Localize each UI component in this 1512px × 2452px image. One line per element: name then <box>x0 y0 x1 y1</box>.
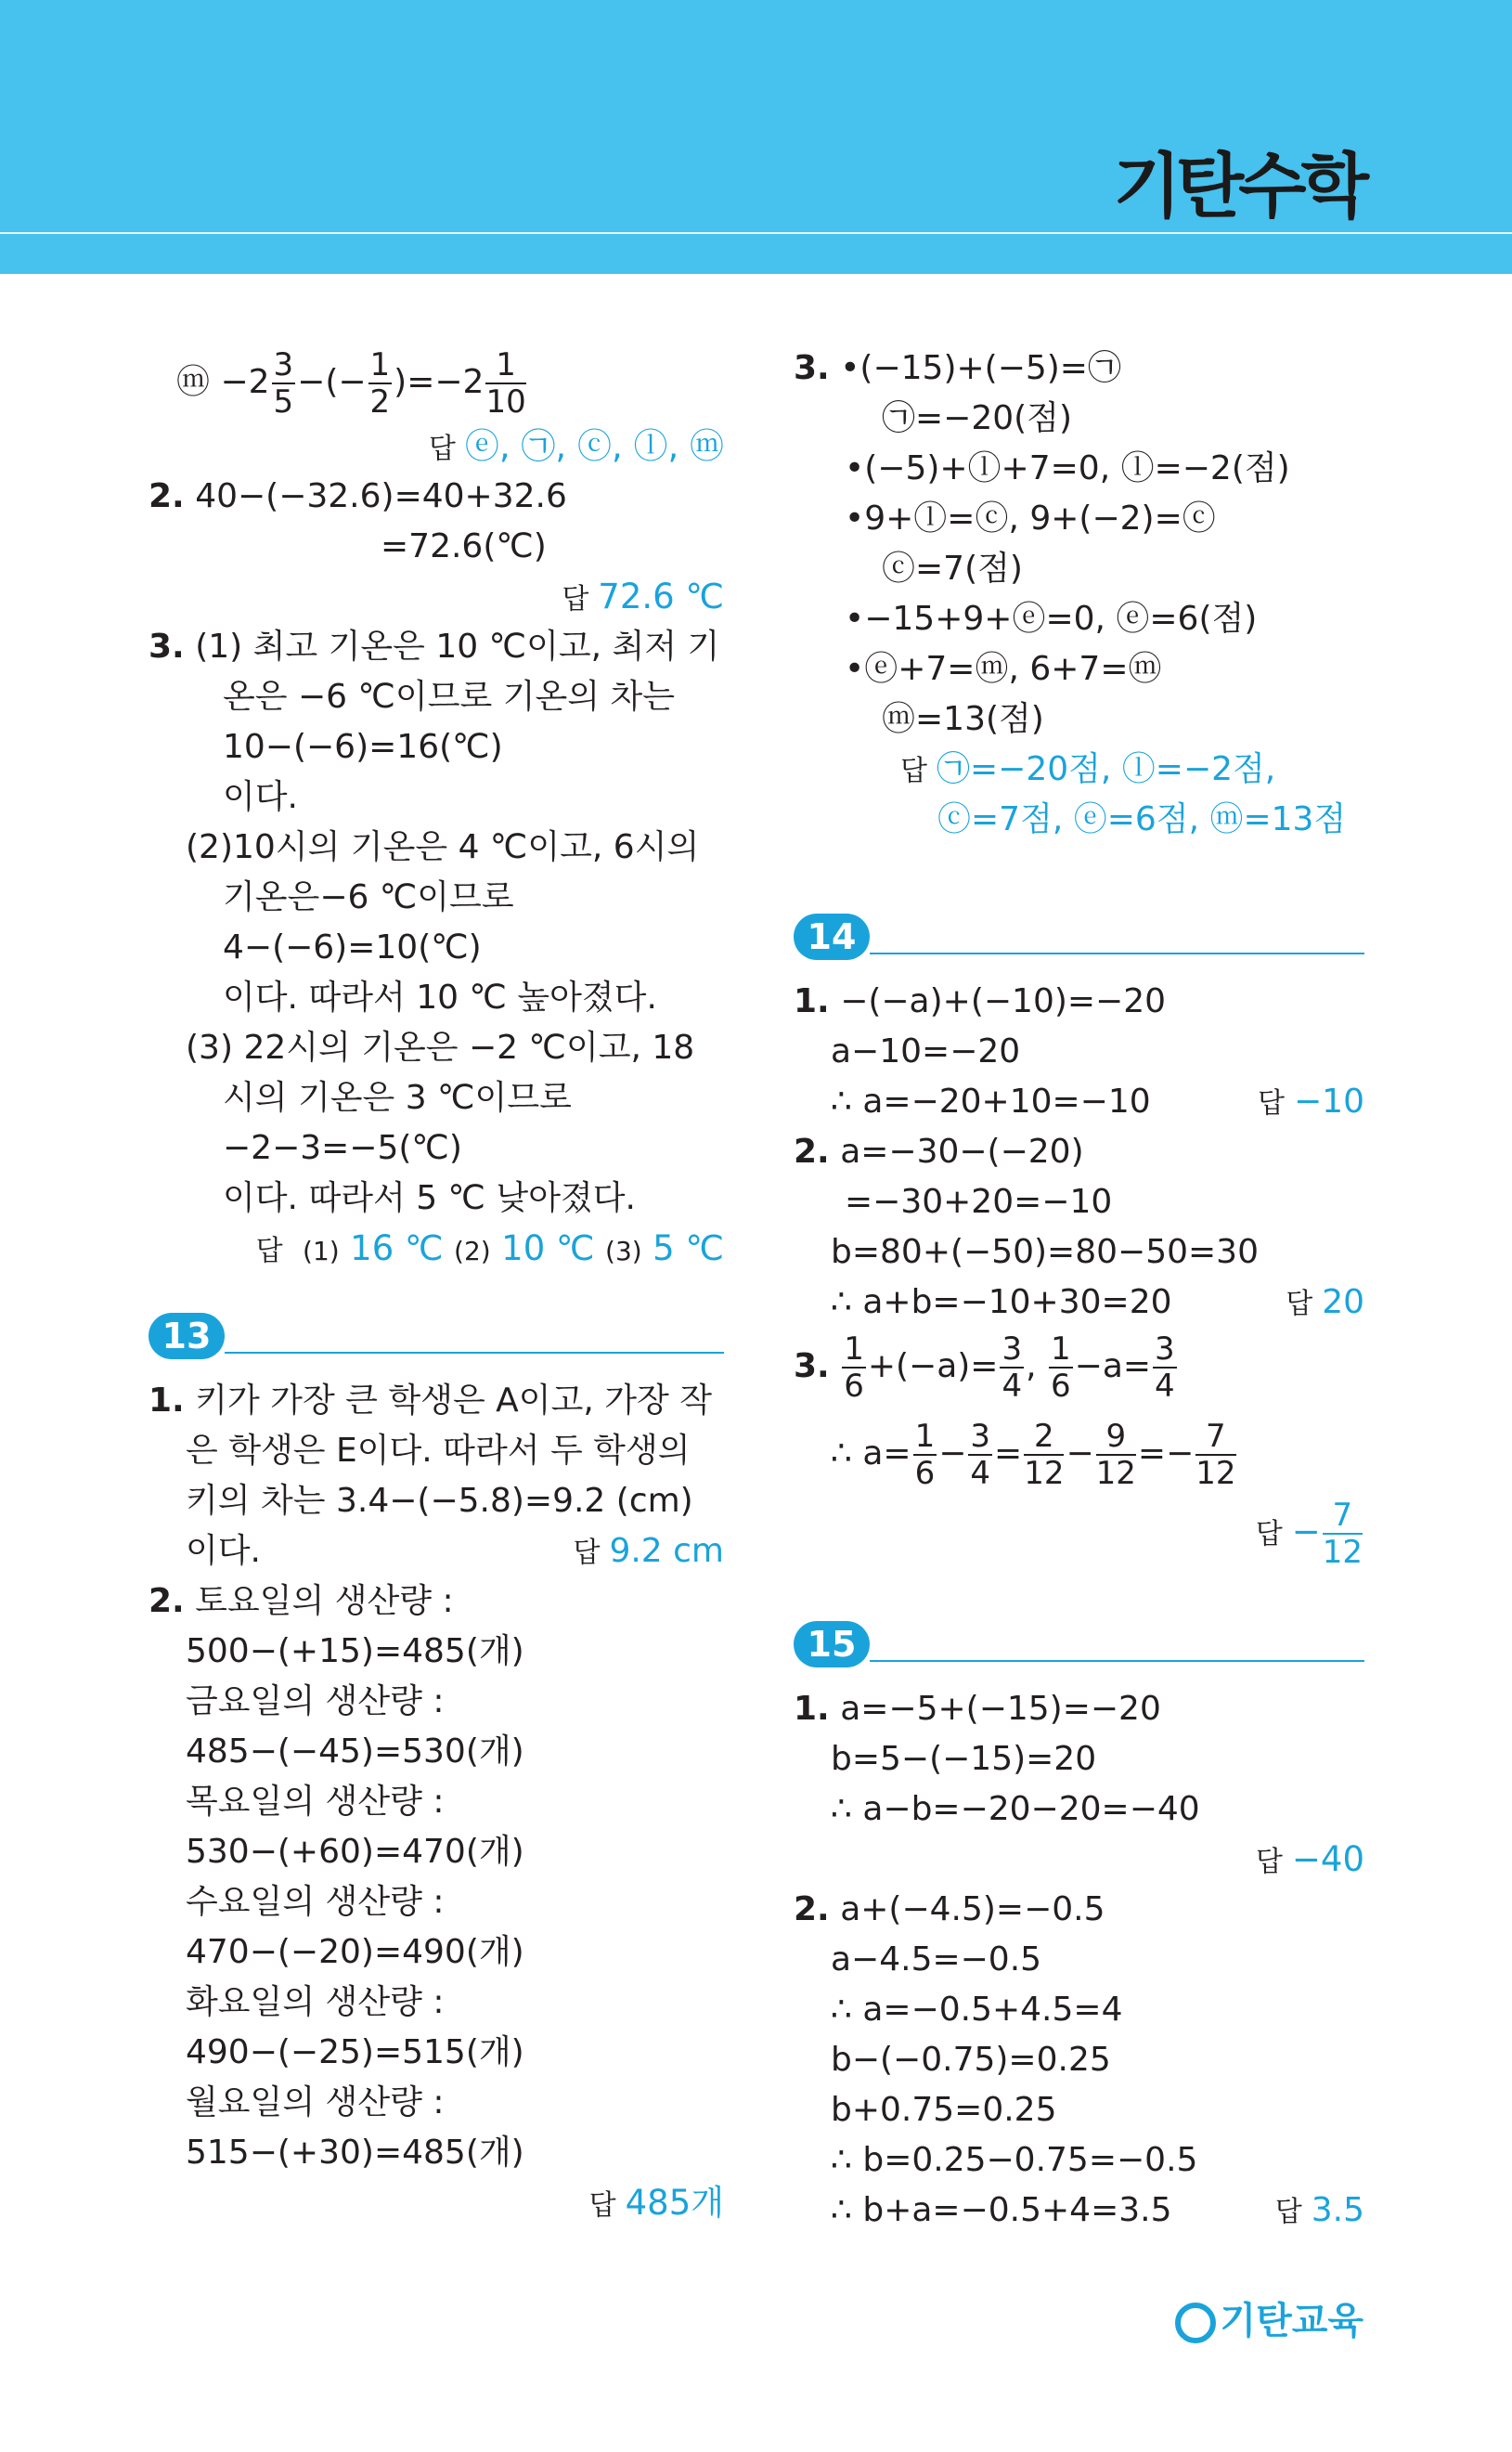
problem-line: 기온은−6 ℃이므로 <box>223 878 514 916</box>
section-rule <box>870 953 1364 954</box>
section-badge: 15 <box>794 1621 870 1667</box>
problem-line: a−4.5=−0.5 <box>831 1940 1042 1978</box>
problem-line: ⓒ=7(점) <box>882 550 1023 588</box>
problem-line: •ⓔ+7=ⓜ, 6+7=ⓜ <box>845 650 1162 688</box>
answer-line: 답 485개 <box>588 2183 724 2223</box>
section-badge: 14 <box>794 914 870 960</box>
answer-line: 답 72.6 ℃ <box>562 577 724 616</box>
problem-line: ∴ a=−20+10=−10 답 −10 <box>831 1083 1364 1121</box>
brand-logo: 기탄수학 <box>1113 145 1363 227</box>
header-rule <box>0 232 1512 234</box>
problem-line: b−(−0.75)=0.25 <box>831 2041 1111 2079</box>
problem-1: 1. 키가 가장 큰 학생은 A이고, 가장 작 <box>149 1382 713 1420</box>
problem-line: 키의 차는 3.4−(−5.8)=9.2 (cm) <box>186 1482 693 1520</box>
problem-line: b+0.75=0.25 <box>831 2091 1057 2129</box>
problem-line: a−10=−20 <box>831 1032 1021 1070</box>
fraction: $\frac{3}{4}$ <box>970 1418 991 1492</box>
fraction: $\frac{9}{12}$ <box>1095 1418 1136 1492</box>
problem-line: 수요일의 생산량 : <box>186 1883 445 1921</box>
expr-line: ⓜ −2 $\frac{3}{5}$ −(− $\frac{1}{2}$ )=−2 $\frac{1}{10}$ <box>176 346 526 421</box>
problem-line: b=80+(−50)=80−50=30 <box>831 1233 1259 1271</box>
fraction: $\frac{1}{2}$ <box>369 346 391 421</box>
problem-2: 2. a=−30−(−20) <box>794 1133 1084 1171</box>
fraction: $\frac{3}{5}$ <box>273 346 294 421</box>
problem-line: 500−(+15)=485(개) <box>186 1632 524 1670</box>
answer-line: 답 (1) 16 ℃ (2) 10 ℃ (3) 5 ℃ <box>255 1228 724 1268</box>
problem-line: b=5−(−15)=20 <box>831 1740 1097 1778</box>
g-logo-icon <box>1175 2303 1216 2343</box>
fraction: $\frac{7}{12}$ <box>1195 1418 1236 1492</box>
section-13 <box>149 1300 724 1365</box>
problem-line: 이다. 답 9.2 cm <box>186 1532 724 1570</box>
problem-line: •−15+9+ⓔ=0, ⓔ=6(점) <box>845 600 1258 638</box>
problem-line: •(−5)+ⓛ+7=0, ⓛ=−2(점) <box>845 449 1290 487</box>
problem-3: 3. (1) 최고 기온은 10 ℃이고, 최저 기 <box>149 628 720 666</box>
problem-2: 2. 토요일의 생산량 : <box>149 1582 454 1620</box>
problem-2: 2. 40−(−32.6)=40+32.6 <box>149 477 567 515</box>
publisher-logo: 기탄교육 <box>1175 2291 1363 2344</box>
problem-line: 485−(−45)=530(개) <box>186 1732 524 1771</box>
problem-line: ∴ b+a=−0.5+4=3.5 답 3.5 <box>831 2191 1364 2229</box>
problem-line: −2−3=−5(℃) <box>223 1129 462 1167</box>
problem-line: (2)10시의 기온은 4 ℃이고, 6시의 <box>186 828 700 866</box>
problem-3: 3. $\frac{1}{6}$ +(−a)= $\frac{3}{4}$ , $\frac{1}{6}$ −a= $\frac{3}{4}$ <box>794 1330 1175 1405</box>
problem-line: (3) 22시의 기온은 −2 ℃이고, 18 <box>186 1029 695 1067</box>
section-14 <box>794 901 1364 966</box>
fraction: $\frac{1}{6}$ <box>914 1418 936 1492</box>
problem-line: 470−(−20)=490(개) <box>186 1933 524 1971</box>
answer-line: ⓒ=7점, ⓔ=6점, ⓜ=13점 <box>937 800 1347 838</box>
problem-line: ⓜ=13(점) <box>882 700 1044 738</box>
answer-line: 답 − $\frac{7}{12}$ <box>1255 1497 1363 1571</box>
problem-line: =−30+20=−10 <box>845 1183 1113 1221</box>
answer-line: 답 ⓔ, ㉠, ⓒ, ⓛ, ⓜ <box>428 426 724 466</box>
problem-line: ∴ b=0.25−0.75=−0.5 <box>831 2141 1198 2179</box>
problem-line: ∴ a=−0.5+4.5=4 <box>831 1991 1123 2029</box>
problem-line: ∴ a= $\frac{1}{6}$ − $\frac{3}{4}$ = $\frac{2}{12}$ − $\frac{9}{12}$ =− $\frac{7}{12}$ <box>831 1418 1236 1492</box>
fraction: $\frac{7}{12}$ <box>1322 1497 1363 1571</box>
problem-line: 530−(+60)=470(개) <box>186 1833 524 1871</box>
problem-line: ∴ a+b=−10+30=20 답 20 <box>831 1283 1364 1321</box>
problem-line: 10−(−6)=16(℃) <box>223 728 503 766</box>
problem-2: 2. a+(−4.5)=−0.5 <box>794 1890 1105 1928</box>
fraction: $\frac{1}{6}$ <box>1051 1330 1071 1405</box>
section-rule <box>225 1352 724 1354</box>
problem-line: 시의 기온은 3 ℃이므로 <box>223 1079 572 1117</box>
left-column <box>149 344 724 2228</box>
fraction: $\frac{3}{4}$ <box>1002 1330 1023 1405</box>
problem-line: 목요일의 생산량 : <box>186 1783 445 1821</box>
problem-line: 은 학생은 E이다. 따라서 두 학생의 <box>186 1432 691 1470</box>
fraction: $\frac{3}{4}$ <box>1155 1330 1175 1405</box>
problem-line: =72.6(℃) <box>381 527 547 565</box>
problem-line: 515−(+30)=485(개) <box>186 2134 524 2172</box>
problem-line: 490−(−25)=515(개) <box>186 2033 524 2071</box>
answer-line: 답 −40 <box>1255 1839 1364 1879</box>
problem-line: 4−(−6)=10(℃) <box>223 928 482 967</box>
problem-1: 1. a=−5+(−15)=−20 <box>794 1690 1161 1728</box>
problem-line: 화요일의 생산량 : <box>186 1983 445 2021</box>
right-column <box>794 344 1364 2236</box>
section-15 <box>794 1608 1364 1673</box>
problem-line: 이다. 따라서 10 ℃ 높아졌다. <box>223 979 657 1017</box>
problem-line: 월요일의 생산량 : <box>186 2083 445 2121</box>
problem-line: •9+ⓛ=ⓒ, 9+(−2)=ⓒ <box>845 499 1216 538</box>
page-header <box>0 0 1512 274</box>
section-rule <box>870 1660 1364 1662</box>
problem-line: 이다. <box>223 778 298 816</box>
section-badge: 13 <box>149 1313 225 1359</box>
problem-line: 금요일의 생산량 : <box>186 1682 445 1720</box>
problem-line: ㉠=−20(점) <box>882 399 1073 437</box>
fraction: $\frac{1}{10}$ <box>485 346 526 421</box>
problem-line: 이다. 따라서 5 ℃ 낮아졌다. <box>223 1179 636 1217</box>
fraction: $\frac{2}{12}$ <box>1024 1418 1065 1492</box>
problem-line: 온은 −6 ℃이므로 기온의 차는 <box>223 678 676 716</box>
problem-1: 1. −(−a)+(−10)=−20 <box>794 982 1167 1020</box>
fraction: $\frac{1}{6}$ <box>844 1330 864 1405</box>
problem-line: ∴ a−b=−20−20=−40 <box>831 1790 1200 1828</box>
problem-3: 3. •(−15)+(−5)=㉠ <box>794 349 1121 387</box>
answer-line: 답 ㉠=−20점, ⓛ=−2점, <box>900 750 1276 788</box>
